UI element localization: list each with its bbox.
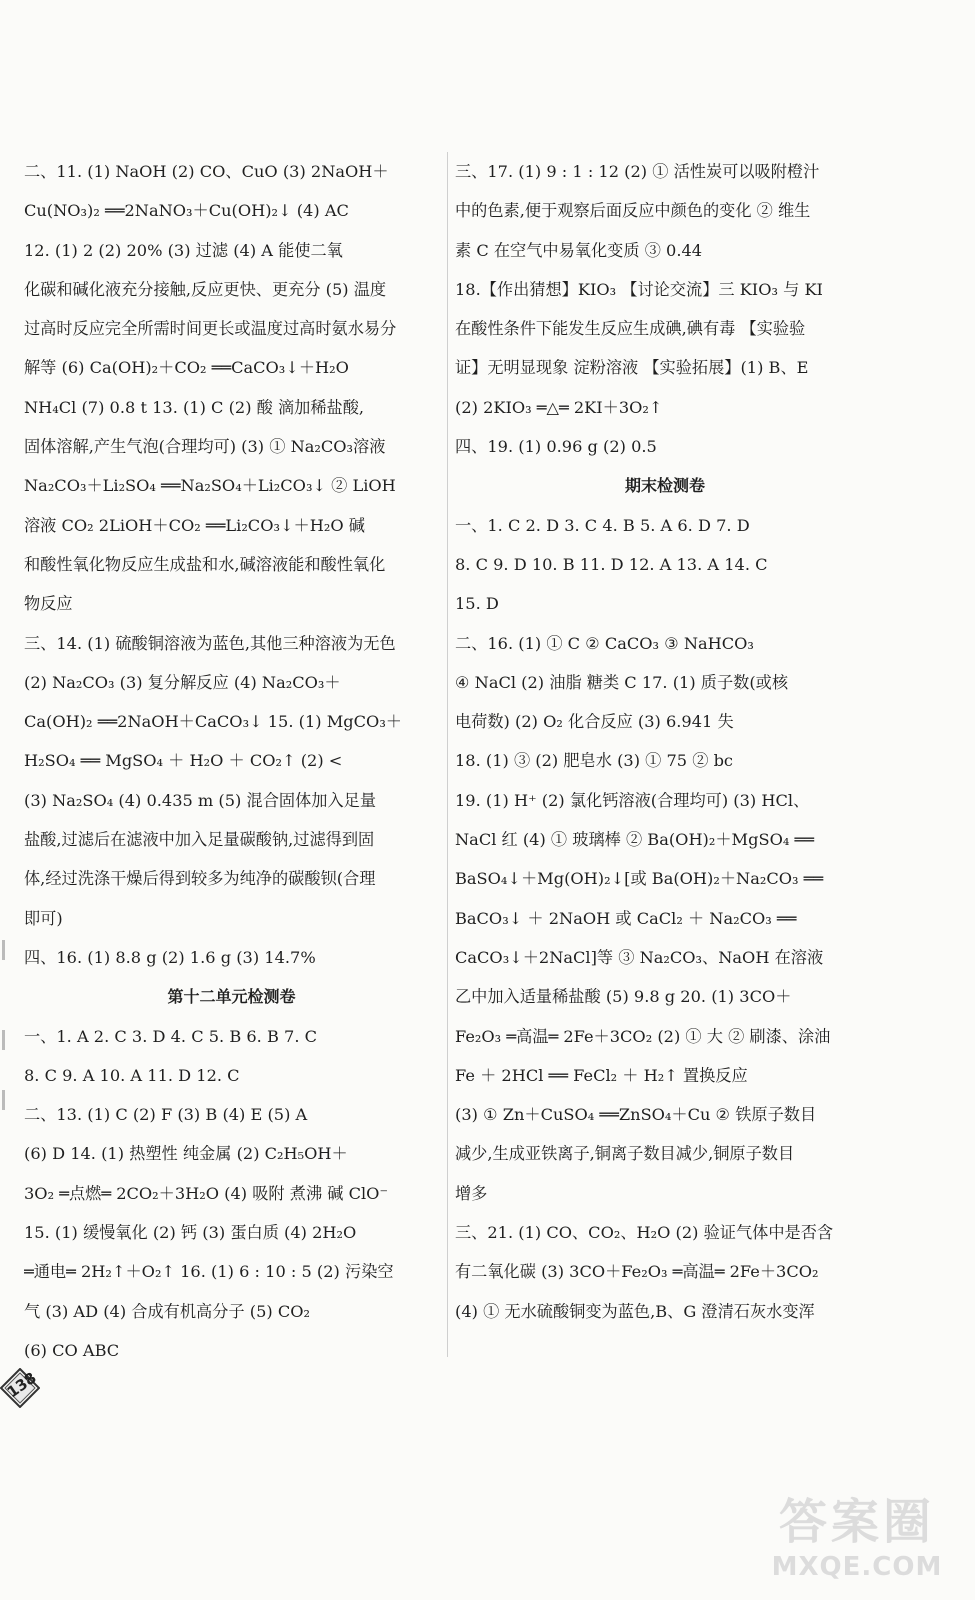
- text-line: (3) Na₂SO₄ (4) 0.435 m (5) 混合固体加入足量: [24, 790, 377, 810]
- text-line: ④ NaCl (2) 油脂 糖类 C 17. (1) 质子数(或核: [455, 672, 789, 692]
- text-line: 四、16. (1) 8.8 g (2) 1.6 g (3) 14.7%: [24, 947, 316, 967]
- text-line: 二、16. (1) ① C ② CaCO₃ ③ NaHCO₃: [455, 633, 754, 653]
- text-line: 解等 (6) Ca(OH)₂＋CO₂ ══CaCO₃↓＋H₂O: [24, 358, 349, 378]
- page-number: 138: [3, 1368, 40, 1402]
- text-line: 19. (1) H⁺ (2) 氯化钙溶液(合理均可) (3) HCl、: [455, 790, 810, 810]
- text-line: 8. C 9. D 10. B 11. D 12. A 13. A 14. C: [455, 554, 768, 574]
- text-line: 三、21. (1) CO、CO₂、H₂O (2) 验证气体中是否含: [455, 1223, 834, 1243]
- text-line: (6) CO ABC: [24, 1340, 120, 1360]
- text-line: 减少,生成亚铁离子,铜离子数目减少,铜原子数目: [455, 1144, 795, 1164]
- text-line: 增多: [455, 1183, 488, 1203]
- text-line: 18. (1) ③ (2) 肥皂水 (3) ① 75 ② bc: [455, 751, 733, 771]
- text-line: Fe ＋ 2HCl ══ FeCl₂ ＋ H₂↑ 置换反应: [455, 1065, 748, 1085]
- text-line: 12. (1) 2 (2) 20% (3) 过滤 (4) A 能使二氧: [24, 240, 343, 260]
- margin-mark: [2, 1030, 5, 1050]
- text-line: (3) ① Zn＋CuSO₄ ══ZnSO₄＋Cu ② 铁原子数目: [455, 1105, 817, 1125]
- text-line: (4) ① 无水硫酸铜变为蓝色,B、G 澄清石灰水变浑: [455, 1301, 815, 1321]
- text-line: 18.【作出猜想】KIO₃ 【讨论交流】三 KIO₃ 与 KI: [455, 279, 823, 299]
- text-line: 二、11. (1) NaOH (2) CO、CuO (3) 2NaOH＋: [24, 162, 389, 181]
- section-heading-final-exam: 期末检测卷: [624, 476, 705, 496]
- text-line: NaCl 红 (4) ① 玻璃棒 ② Ba(OH)₂＋MgSO₄ ══: [455, 830, 814, 850]
- text-line: 物反应: [24, 594, 73, 614]
- watermark-url: MXQE.COM: [771, 1552, 943, 1582]
- text-line: 有二氧化碳 (3) 3CO＋Fe₂O₃ ═高温═ 2Fe＋3CO₂: [455, 1262, 819, 1282]
- right-column: [455, 152, 875, 1331]
- text-line: 电荷数) (2) O₂ 化合反应 (3) 6.941 失: [455, 712, 734, 732]
- text-line: CaCO₃↓＋2NaCl]等 ③ Na₂CO₃、NaOH 在溶液: [455, 947, 824, 967]
- text-line: 三、14. (1) 硫酸铜溶液为蓝色,其他三种溶液为无色: [24, 633, 396, 653]
- text-line: Fe₂O₃ ═高温═ 2Fe＋3CO₂ (2) ① 大 ② 刷漆、涂油: [455, 1026, 831, 1046]
- margin-mark: [2, 1090, 5, 1110]
- text-line: (6) D 14. (1) 热塑性 纯金属 (2) C₂H₅OH＋: [24, 1144, 348, 1164]
- text-line: 气 (3) AD (4) 合成有机高分子 (5) CO₂: [24, 1301, 310, 1321]
- text-line: 化碳和碱化液充分接触,反应更快、更充分 (5) 温度: [24, 279, 387, 299]
- text-line: (2) 2KIO₃ ═△═ 2KI＋3O₂↑: [455, 397, 663, 417]
- text-line: 一、1. C 2. D 3. C 4. B 5. A 6. D 7. D: [455, 515, 750, 535]
- text-line: BaCO₃↓ ＋ 2NaOH 或 CaCl₂ ＋ Na₂CO₃ ══: [455, 908, 797, 928]
- text-line: 3O₂ ═点燃═ 2CO₂＋3H₂O (4) 吸附 煮沸 碱 ClO⁻: [24, 1183, 388, 1203]
- text-line: 四、19. (1) 0.96 g (2) 0.5: [455, 437, 657, 457]
- section-heading-unit12: 第十二单元检测卷: [167, 987, 296, 1007]
- text-line: 溶液 CO₂ 2LiOH＋CO₂ ══Li₂CO₃↓＋H₂O 碱: [24, 515, 365, 535]
- text-line: Ca(OH)₂ ══2NaOH＋CaCO₃↓ 15. (1) MgCO₃＋: [24, 712, 402, 732]
- text-line: 即可): [24, 908, 63, 928]
- text-line: Cu(NO₃)₂ ══2NaNO₃＋Cu(OH)₂↓ (4) AC: [24, 201, 349, 221]
- text-line: 素 C 在空气中易氧化变质 ③ 0.44: [455, 240, 703, 260]
- text-line: 乙中加入适量稀盐酸 (5) 9.8 g 20. (1) 3CO＋: [455, 987, 792, 1007]
- text-line: 一、1. A 2. C 3. D 4. C 5. B 6. B 7. C: [24, 1026, 317, 1046]
- column-divider: [447, 152, 448, 1357]
- text-line: 在酸性条件下能发生反应生成碘,碘有毒 【实验验: [455, 319, 806, 339]
- text-line: (2) Na₂CO₃ (3) 复分解反应 (4) Na₂CO₃＋: [24, 672, 341, 692]
- text-line: NH₄Cl (7) 0.8 t 13. (1) C (2) 酸 滴加稀盐酸,: [24, 397, 365, 417]
- text-line: 过高时反应完全所需时间更长或温度过高时氨水易分: [24, 319, 397, 339]
- text-line: 15. D: [455, 594, 499, 614]
- text-line: 二、13. (1) C (2) F (3) B (4) E (5) A: [24, 1105, 308, 1125]
- watermark-logo: 答案圈: [778, 1494, 935, 1550]
- text-line: 证】无明显现象 淀粉溶液 【实验拓展】(1) B、E: [455, 358, 809, 378]
- text-line: Na₂CO₃＋Li₂SO₄ ══Na₂SO₄＋Li₂CO₃↓ ② LiOH: [24, 476, 396, 496]
- text-line: 8. C 9. A 10. A 11. D 12. C: [24, 1065, 240, 1085]
- text-line: 中的色素,便于观察后面反应中颜色的变化 ② 维生: [455, 201, 811, 221]
- text-line: BaSO₄↓＋Mg(OH)₂↓[或 Ba(OH)₂＋Na₂CO₃ ══: [455, 869, 824, 889]
- text-line: 盐酸,过滤后在滤液中加入足量碳酸钠,过滤得到固: [24, 830, 375, 850]
- text-line: ═通电═ 2H₂↑＋O₂↑ 16. (1) 6 : 10 : 5 (2) 污染空: [24, 1262, 394, 1282]
- text-line: 体,经过洗涤干燥后得到较多为纯净的碳酸钡(合理: [24, 869, 376, 889]
- text-line: 三、17. (1) 9 : 1 : 12 (2) ① 活性炭可以吸附橙汁: [455, 162, 820, 181]
- text-line: H₂SO₄ ══ MgSO₄ ＋ H₂O ＋ CO₂↑ (2) <: [24, 751, 343, 771]
- page-number-badge: [0, 1368, 40, 1408]
- text-line: 固体溶解,产生气泡(合理均可) (3) ① Na₂CO₃溶液: [24, 437, 386, 457]
- left-column: [24, 152, 439, 1370]
- text-line: 15. (1) 缓慢氧化 (2) 钙 (3) 蛋白质 (4) 2H₂O: [24, 1223, 357, 1243]
- watermark: [757, 1492, 957, 1592]
- text-line: 和酸性氧化物反应生成盐和水,碱溶液能和酸性氧化: [24, 554, 386, 574]
- margin-mark: [2, 940, 5, 960]
